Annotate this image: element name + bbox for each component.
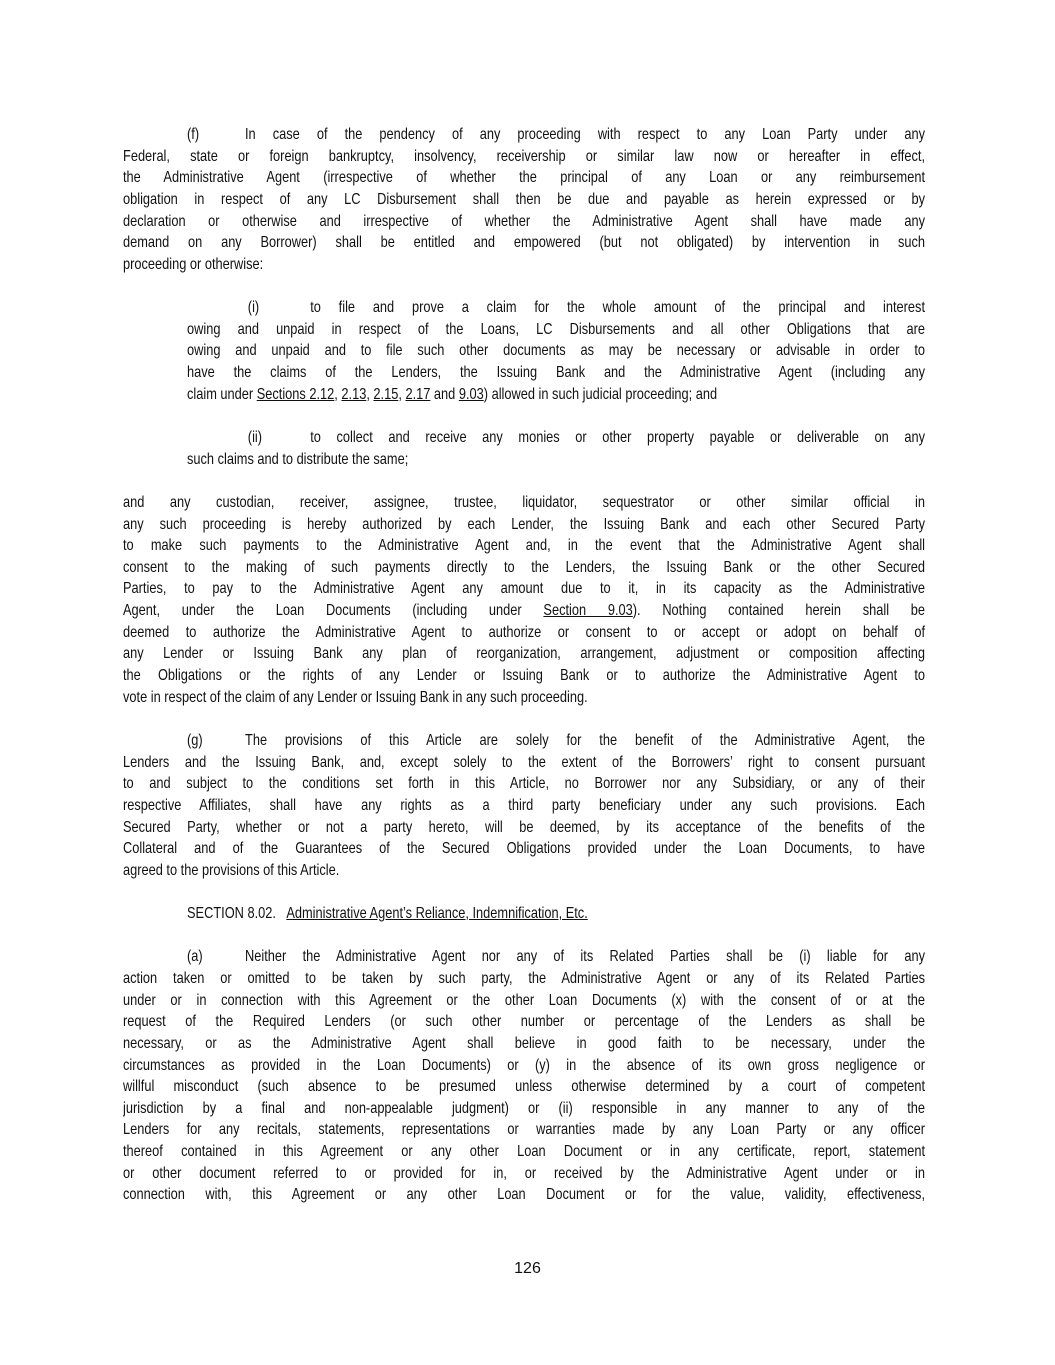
text-line <box>187 319 925 341</box>
line-text: such claims and to distribute the same; <box>187 450 409 468</box>
text-line <box>123 773 925 795</box>
paragraph <box>187 297 925 405</box>
text-line <box>123 838 925 860</box>
text-segment: ) allowed in such judicial proceeding; and <box>483 385 718 403</box>
text-line <box>123 643 925 665</box>
line-text: obligation in respect of any LC Disbursement shall then be due and payable as herein expressed or by <box>123 190 925 208</box>
line-text: to collect and receive any monies or other property payable or deliverable on any <box>310 428 925 446</box>
line-text: deemed to authorize the Administrative Agent to authorize or consent to or accept or adopt on behalf of <box>123 623 925 641</box>
line-text: thereof contained in this Agreement or any other Loan Document or in any certificate, report, statement <box>123 1143 925 1161</box>
text-line <box>187 449 925 471</box>
text-line <box>123 1011 925 1033</box>
paragraph-label: (i) <box>247 299 260 317</box>
line-text: agreed to the provisions of this Article. <box>123 861 340 879</box>
line-text: consent to the making of such payments directly to the Lenders, the Issuing Bank or the other Secured <box>123 558 925 576</box>
paragraph-label: (g) <box>187 731 203 749</box>
text-line <box>123 622 925 644</box>
text-segment: , <box>398 385 406 403</box>
text-line <box>123 557 925 579</box>
section-reference-link[interactable]: 2.15 <box>373 385 399 403</box>
text-line <box>123 946 925 968</box>
line-text: Lenders and the Issuing Bank, and, except solely to the extent of the Borrowers’ right to consent pursuant <box>123 753 925 771</box>
text-segment: , <box>366 385 374 403</box>
text-line <box>187 427 925 449</box>
text-segment: Agent, under the Loan Documents (including under <box>123 602 544 620</box>
section-reference-link[interactable]: Sections 2.12 <box>256 385 335 403</box>
text-segment: claim under <box>187 385 257 403</box>
section-title: Administrative Agent’s Reliance, Indemnification, Etc. <box>286 905 588 923</box>
text-line <box>123 167 925 189</box>
text-line <box>123 687 925 709</box>
text-line <box>123 1076 925 1098</box>
text-line <box>123 189 925 211</box>
line-text: to and subject to the conditions set forth in this Article, no Borrower nor any Subsidiary, or any of their <box>123 775 925 793</box>
blank-line <box>123 275 925 297</box>
text-segment: and <box>430 385 459 403</box>
text-line <box>123 665 925 687</box>
text-line <box>187 340 925 362</box>
text-line <box>123 795 925 817</box>
text-line <box>123 990 925 1012</box>
text-line <box>123 492 925 514</box>
line-text: owing and unpaid and to file such other documents as may be necessary or advisable in order to <box>187 342 925 360</box>
text-line <box>123 860 925 882</box>
page-number: 126 <box>514 1260 541 1277</box>
text-segment: , <box>334 385 342 403</box>
text-line <box>123 600 925 622</box>
line-text: any Lender or Issuing Bank any plan of reorganization, arrangement, adjustment or composition affecting <box>123 645 925 663</box>
text-line <box>123 730 925 752</box>
line-text: under or in connection with this Agreement or the other Loan Documents (x) with the consent of or at the <box>123 991 925 1009</box>
text-line <box>123 578 925 600</box>
line-text: any such proceeding is hereby authorized by each Lender, the Issuing Bank and each other Secured Party <box>123 515 925 533</box>
line-text: and any custodian, receiver, assignee, trustee, liquidator, sequestrator or other similar official in <box>123 493 925 511</box>
line-text: connection with, this Agreement or any other Loan Document or for the value, validity, effectiveness, <box>123 1186 925 1204</box>
blank-line <box>123 925 925 947</box>
section-reference-link[interactable]: 9.03 <box>458 385 484 403</box>
text-line <box>123 514 925 536</box>
line-text: the Administrative Agent (irrespective of whether the principal of any Loan or any reimbursement <box>123 169 925 187</box>
text-line <box>123 1119 925 1141</box>
blank-line <box>123 405 925 427</box>
heading-line <box>187 903 925 925</box>
text-line <box>123 146 925 168</box>
line-text: have the claims of the Lenders, the Issuing Bank and the Administrative Agent (including any <box>187 364 925 382</box>
line-text: request of the Required Lenders (or such other number or percentage of the Lenders as shall be <box>123 1013 925 1031</box>
text-line <box>123 1055 925 1077</box>
text-line <box>123 1163 925 1185</box>
section-number: SECTION 8.02. <box>187 905 276 923</box>
text-line <box>123 254 925 276</box>
text-line <box>123 817 925 839</box>
text-line <box>187 297 925 319</box>
paragraph <box>187 427 925 470</box>
section-heading <box>123 903 925 925</box>
text-line <box>123 211 925 233</box>
line-text: demand on any Borrower) shall be entitled and empowered (but not obligated) by intervention in such <box>123 234 925 252</box>
line-text: vote in respect of the claim of any Lender or Issuing Bank in any such proceeding. <box>123 688 588 706</box>
paragraph-label: (a) <box>187 948 203 966</box>
line-text: Collateral and of the Guarantees of the Secured Obligations provided under the Loan Documents, to have <box>123 840 925 858</box>
text-line <box>123 124 925 146</box>
section-reference-link[interactable]: 2.17 <box>405 385 431 403</box>
line-text: necessary, or as the Administrative Agent shall believe in good faith to be necessary, under the <box>123 1034 925 1052</box>
line-text: action taken or omitted to be taken by such party, the Administrative Agent or any of its Related Parties <box>123 969 925 987</box>
paragraph <box>123 124 925 275</box>
line-text: proceeding or otherwise: <box>123 255 264 273</box>
line-text: Lenders for any recitals, statements, representations or warranties made by any Loan Party or any officer <box>123 1121 925 1139</box>
line-text: willful misconduct (such absence to be presumed unless otherwise determined by a court of competent <box>123 1078 925 1096</box>
line-text: Secured Party, whether or not a party hereto, will be deemed, by its acceptance of the benefits of the <box>123 818 925 836</box>
paragraph <box>123 946 925 1206</box>
line-text: Federal, state or foreign bankruptcy, insolvency, receivership or similar law now or hereafter in effect, <box>123 147 925 165</box>
section-reference-link[interactable]: 2.13 <box>341 385 367 403</box>
text-line <box>123 1141 925 1163</box>
line-text: owing and unpaid in respect of the Loans, LC Disbursements and all other Obligations that are <box>187 320 925 338</box>
text-line <box>123 968 925 990</box>
text-line <box>123 232 925 254</box>
line-text: circumstances as provided in the Loan Documents) or (y) in the absence of its own gross negligence or <box>123 1056 925 1074</box>
line-text: Neither the Administrative Agent nor any of its Related Parties shall be (i) liable for any <box>245 948 925 966</box>
text-line <box>123 1033 925 1055</box>
line-text: jurisdiction by a final and non-appealable judgment) or (ii) responsible in any manner to any of the <box>123 1099 925 1117</box>
text-line <box>187 362 925 384</box>
text-line <box>187 384 925 406</box>
text-line <box>123 1098 925 1120</box>
paragraph <box>123 730 925 881</box>
line-text: The provisions of this Article are solely for the benefit of the Administrative Agent, the <box>245 731 925 749</box>
text-line <box>123 535 925 557</box>
blank-line <box>123 470 925 492</box>
blank-line <box>123 708 925 730</box>
document-body <box>123 124 925 1206</box>
section-reference-link[interactable]: Section 9.03 <box>543 602 633 620</box>
paragraph <box>123 492 925 708</box>
line-text: declaration or otherwise and irrespective of whether the Administrative Agent shall have made any <box>123 212 925 230</box>
text-segment: ). Nothing contained herein shall be <box>632 602 925 620</box>
line-text: Parties, to pay to the Administrative Agent any amount due to it, in its capacity as the Administrative <box>123 580 925 598</box>
line-text: respective Affiliates, shall have any rights as a third party beneficiary under any such provisions. Each <box>123 796 925 814</box>
line-text: to file and prove a claim for the whole amount of the principal and interest <box>310 299 925 317</box>
paragraph-label: (ii) <box>247 428 263 446</box>
line-text: to make such payments to the Administrative Agent and, in the event that the Administrative Agent shall <box>123 537 925 555</box>
line-text: or other document referred to or provided for in, or received by the Administrative Agent under or in <box>123 1164 925 1182</box>
line-text: In case of the pendency of any proceeding with respect to any Loan Party under any <box>245 126 925 143</box>
blank-line <box>123 881 925 903</box>
line-text: the Obligations or the rights of any Lender or Issuing Bank or to authorize the Administrative Agent to <box>123 667 925 685</box>
paragraph-label: (f) <box>187 126 200 143</box>
text-line <box>123 752 925 774</box>
text-line <box>123 1184 925 1206</box>
